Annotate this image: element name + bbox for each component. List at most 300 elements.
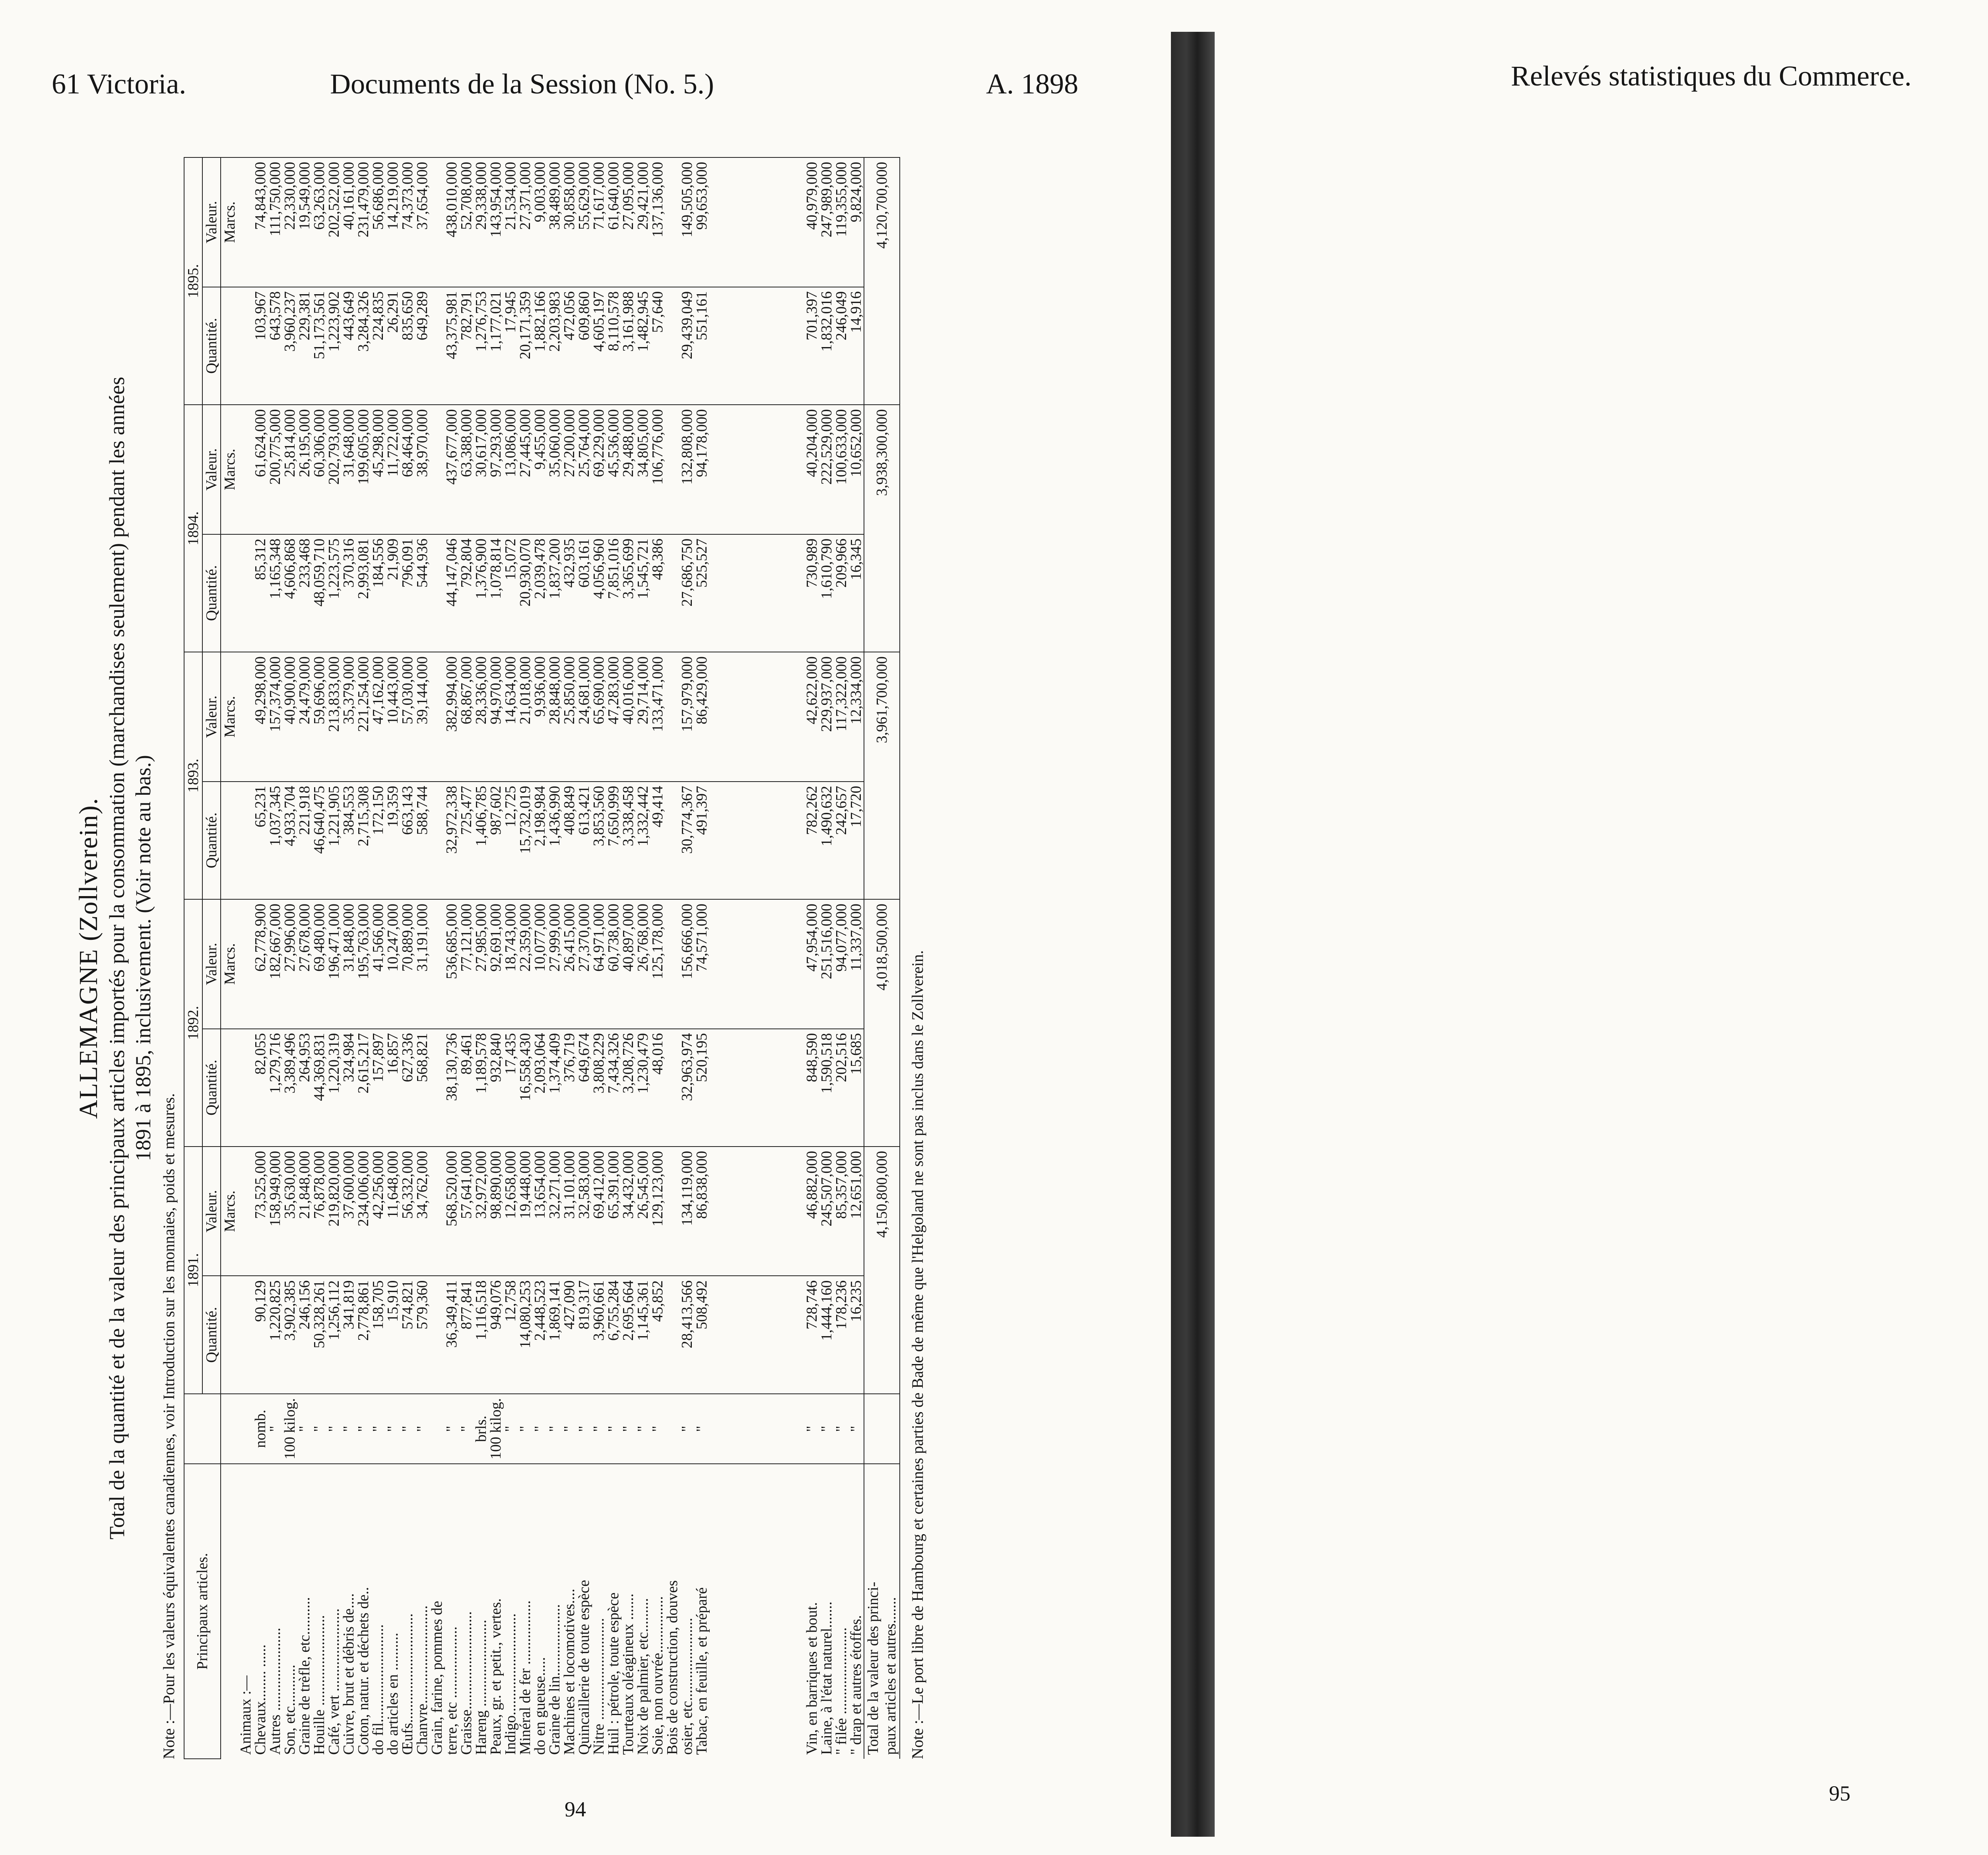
value-cell [239, 652, 253, 782]
value-cell: 32,271,000 [547, 1147, 562, 1276]
quantity-header: Quantité. [202, 1029, 221, 1147]
value-cell: 99,653,000 [695, 157, 709, 287]
article-unit: " [577, 1394, 592, 1464]
book-gutter [1171, 32, 1215, 1837]
value-cell: 133,471,000 [650, 652, 665, 782]
article-name: osier, etc...................... [680, 1464, 695, 1759]
quantity-cell: 520,195 [695, 1029, 709, 1147]
value-cell: 231,479,000 [356, 157, 371, 287]
quantity-cell [430, 287, 445, 405]
table-row [849, 157, 864, 1759]
value-cell: 62,778,900 [253, 899, 268, 1029]
quantity-cell: 20,930,070 [518, 534, 533, 652]
article-unit: brls. [474, 1394, 489, 1464]
value-cell: 12,651,000 [849, 1147, 864, 1276]
quantity-cell: 7,851,016 [606, 534, 621, 652]
value-cell [239, 405, 253, 534]
value-cell [430, 652, 445, 782]
quantity-cell [665, 1276, 680, 1393]
quantity-cell: 544,936 [415, 534, 430, 652]
table-row [562, 157, 577, 1759]
quantity-cell: 7,650,999 [606, 782, 621, 899]
quantity-cell: 229,381 [297, 287, 312, 405]
value-cell: 13,086,000 [503, 405, 518, 534]
value-header: Valeur. [202, 1147, 221, 1276]
quantity-cell: 643,578 [268, 287, 283, 405]
quantity-cell: 202,516 [834, 1029, 849, 1147]
value-cell: 77,121,000 [459, 899, 474, 1029]
article-name: Minéral de fer ................. [518, 1464, 533, 1759]
value-cell: 31,191,000 [415, 899, 430, 1029]
value-cell: 42,256,000 [371, 1147, 386, 1276]
page-number-left: 94 [565, 1797, 586, 1821]
article-unit: " [400, 1394, 415, 1464]
value-cell: 19,448,000 [518, 1147, 533, 1276]
quantity-cell: 44,369,831 [312, 1029, 327, 1147]
value-cell: 59,696,000 [312, 652, 327, 782]
value-cell: 94,178,000 [695, 405, 709, 534]
value-cell: 34,432,000 [621, 1147, 636, 1276]
value-cell: 202,522,000 [327, 157, 342, 287]
table-row [518, 157, 533, 1759]
gap-cell [709, 1029, 805, 1147]
year-1895: 1895. [184, 157, 202, 405]
year-1893: 1893. [184, 652, 202, 899]
quantity-cell: 835,650 [400, 287, 415, 405]
value-cell: 27,095,000 [621, 157, 636, 287]
quantity-cell: 57,640 [650, 287, 665, 405]
table-row [459, 157, 474, 1759]
rotated-table-block [74, 157, 1175, 1759]
value-cell: 22,359,000 [518, 899, 533, 1029]
value-cell: 47,954,000 [805, 899, 819, 1029]
value-cell: 438,010,000 [445, 157, 459, 287]
value-cell: 245,507,000 [819, 1147, 834, 1276]
quantity-cell: 472,056 [562, 287, 577, 405]
quantity-cell [430, 1029, 445, 1147]
article-name: Quincaillerie de toute espèce [577, 1464, 592, 1759]
value-cell [665, 652, 680, 782]
table-row [636, 157, 650, 1759]
quantity-cell: 157,897 [371, 1029, 386, 1147]
value-cell: 9,824,000 [849, 157, 864, 287]
quantity-cell: 1,882,166 [533, 287, 547, 405]
value-cell: 60,306,000 [312, 405, 327, 534]
header-right: Relevés statistiques du Commerce. [1511, 60, 1912, 92]
gap-cell [709, 157, 805, 287]
article-unit: " [297, 1394, 312, 1464]
units-blank [221, 1276, 239, 1393]
value-cell: 71,617,000 [592, 157, 606, 287]
value-cell: 38,970,000 [415, 405, 430, 534]
quantity-cell: 32,972,338 [445, 782, 459, 899]
units-blank [221, 782, 239, 899]
value-cell: 568,520,000 [445, 1147, 459, 1276]
quantity-cell: 574,821 [400, 1276, 415, 1393]
value-cell: 13,654,000 [533, 1147, 547, 1276]
value-cell: 10,247,000 [386, 899, 400, 1029]
quantity-cell: 609,860 [577, 287, 592, 405]
quantity-cell [239, 534, 253, 652]
table-row [695, 157, 709, 1759]
quantity-cell: 184,556 [371, 534, 386, 652]
quantity-cell: 1,078,814 [489, 534, 503, 652]
quantity-cell: 1,374,409 [547, 1029, 562, 1147]
value-cell: 29,714,000 [636, 652, 650, 782]
quantity-cell: 48,016 [650, 1029, 665, 1147]
unit-header [184, 1394, 221, 1464]
value-cell: 63,263,000 [312, 157, 327, 287]
quantity-cell: 2,448,523 [533, 1276, 547, 1393]
quantity-cell: 2,615,217 [356, 1029, 371, 1147]
value-cell: 39,144,000 [415, 652, 430, 782]
quantity-cell: 949,076 [489, 1276, 503, 1393]
quantity-cell: 15,685 [849, 1029, 864, 1147]
quantity-cell: 89,461 [459, 1029, 474, 1147]
quantity-cell: 4,933,704 [283, 782, 297, 899]
quantity-cell: 3,338,458 [621, 782, 636, 899]
article-name: Chevaux........ ...... [253, 1464, 268, 1759]
table-row [489, 157, 503, 1759]
quantity-cell: 1,145,361 [636, 1276, 650, 1393]
quantity-cell: 551,161 [695, 287, 709, 405]
table-row [577, 157, 592, 1759]
quantity-header: Quantité. [202, 287, 221, 405]
quantity-cell [239, 782, 253, 899]
table-row [239, 157, 253, 1759]
table-row [606, 157, 621, 1759]
article-name: Grain, farine, pommes de [430, 1464, 445, 1759]
quantity-cell: 1,869,141 [547, 1276, 562, 1393]
value-cell: 69,229,000 [592, 405, 606, 534]
gap-cell [709, 1276, 805, 1393]
total-label-line2: paux articles et autres....... [882, 1597, 899, 1755]
value-cell: 86,838,000 [695, 1147, 709, 1276]
value-cell: 19,549,000 [297, 157, 312, 287]
value-cell: 28,848,000 [547, 652, 562, 782]
quantity-header: Quantité. [202, 782, 221, 899]
quantity-cell: 3,208,726 [621, 1029, 636, 1147]
table-row [547, 157, 562, 1759]
quantity-cell: 246,156 [297, 1276, 312, 1393]
quantity-cell: 178,236 [834, 1276, 849, 1393]
article-name: do fil.......................... [371, 1464, 386, 1759]
total-value: 4,018,500,000 [864, 899, 900, 1147]
quantity-cell [430, 1276, 445, 1393]
value-cell: 70,889,000 [400, 899, 415, 1029]
value-cell: 35,379,000 [342, 652, 356, 782]
quantity-cell: 819,317 [577, 1276, 592, 1393]
value-cell: 26,415,000 [562, 899, 577, 1029]
value-cell: 49,298,000 [253, 652, 268, 782]
quantity-cell: 792,804 [459, 534, 474, 652]
table-row [356, 157, 371, 1759]
value-cell: 22,330,000 [283, 157, 297, 287]
article-name: Vin, en barriques et bout. [805, 1464, 819, 1759]
quantity-cell: 1,837,200 [547, 534, 562, 652]
table-row [400, 157, 415, 1759]
value-cell: 24,681,000 [577, 652, 592, 782]
quantity-cell: 15,910 [386, 1276, 400, 1393]
quantity-cell: 30,774,367 [680, 782, 695, 899]
value-cell: 132,808,000 [680, 405, 695, 534]
table-row [297, 157, 312, 1759]
page-number-right: 95 [1829, 1781, 1850, 1805]
total-row [864, 157, 900, 1759]
value-cell: 94,970,000 [489, 652, 503, 782]
value-cell: 234,006,000 [356, 1147, 371, 1276]
table-row [445, 157, 459, 1759]
value-cell: 26,768,000 [636, 899, 650, 1029]
value-cell: 41,566,000 [371, 899, 386, 1029]
quantity-cell: 20,171,359 [518, 287, 533, 405]
quantity-cell: 90,129 [253, 1276, 268, 1393]
article-name: Œufs............................. [400, 1464, 415, 1759]
value-cell: 382,994,000 [445, 652, 459, 782]
value-cell: 10,077,000 [533, 899, 547, 1029]
value-cell: 34,805,000 [636, 405, 650, 534]
value-cell: 213,833,000 [327, 652, 342, 782]
quantity-cell: 1,220,319 [327, 1029, 342, 1147]
quantity-cell: 491,397 [695, 782, 709, 899]
quantity-cell: 508,492 [695, 1276, 709, 1393]
quantity-cell: 45,852 [650, 1276, 665, 1393]
value-cell: 14,219,000 [386, 157, 400, 287]
value-cell [665, 157, 680, 287]
quantity-cell: 877,841 [459, 1276, 474, 1393]
value-cell: 92,691,000 [489, 899, 503, 1029]
value-cell: 21,018,000 [518, 652, 533, 782]
value-cell: 94,077,000 [834, 899, 849, 1029]
quantity-cell: 3,902,385 [283, 1276, 297, 1393]
quantity-cell: 3,853,560 [592, 782, 606, 899]
value-cell [430, 405, 445, 534]
quantity-cell: 649,289 [415, 287, 430, 405]
value-cell: 27,985,000 [474, 899, 489, 1029]
gap-cell [709, 534, 805, 652]
quantity-cell [665, 534, 680, 652]
quantity-cell: 28,413,566 [680, 1276, 695, 1393]
value-cell: 149,505,000 [680, 157, 695, 287]
quantity-cell: 14,080,253 [518, 1276, 533, 1393]
value-cell: 74,571,000 [695, 899, 709, 1029]
article-name: Graine de trèfle, etc.......... [297, 1464, 312, 1759]
value-cell: 117,322,000 [834, 652, 849, 782]
value-cell: 134,119,000 [680, 1147, 695, 1276]
article-name: Noix de palmier, etc......... [636, 1464, 650, 1759]
table-row [268, 157, 283, 1759]
value-cell: 68,867,000 [459, 652, 474, 782]
quantity-cell: 1,545,721 [636, 534, 650, 652]
quantity-cell: 848,590 [805, 1029, 819, 1147]
value-cell: 195,763,000 [356, 899, 371, 1029]
article-unit: " [445, 1394, 459, 1464]
quantity-cell: 1,279,716 [268, 1029, 283, 1147]
quantity-cell [665, 287, 680, 405]
quantity-cell: 50,328,261 [312, 1276, 327, 1393]
quantity-cell: 158,705 [371, 1276, 386, 1393]
quantity-cell: 3,808,229 [592, 1029, 606, 1147]
value-header: Valeur. [202, 157, 221, 287]
gap-cell [709, 405, 805, 534]
article-name: Café, vert ...................... [327, 1464, 342, 1759]
value-cell: 229,937,000 [819, 652, 834, 782]
article-unit: " [356, 1394, 371, 1464]
value-cell: 100,633,000 [834, 405, 849, 534]
value-cell: 202,793,000 [327, 405, 342, 534]
value-cell: 9,936,000 [533, 652, 547, 782]
quantity-cell [430, 534, 445, 652]
value-cell: 98,890,000 [489, 1147, 503, 1276]
value-cell: 26,545,000 [636, 1147, 650, 1276]
quantity-cell: 3,389,496 [283, 1029, 297, 1147]
quantity-cell: 17,720 [849, 782, 864, 899]
article-unit: " [518, 1394, 533, 1464]
value-cell: 27,445,000 [518, 405, 533, 534]
quantity-cell: 48,059,710 [312, 534, 327, 652]
quantity-cell: 3,161,988 [621, 287, 636, 405]
quantity-cell: 1,220,825 [268, 1276, 283, 1393]
value-cell [239, 157, 253, 287]
value-cell: 86,429,000 [695, 652, 709, 782]
value-cell [430, 1147, 445, 1276]
article-name: Indigo........................... [503, 1464, 518, 1759]
quantity-cell: 246,049 [834, 287, 849, 405]
article-name: Coton, natur. et déchets de.. [356, 1464, 371, 1759]
quantity-cell: 1,490,632 [819, 782, 834, 899]
gap-cell [709, 1147, 805, 1276]
table-row [680, 157, 695, 1759]
quantity-cell: 44,147,046 [445, 534, 459, 652]
article-unit: " [834, 1394, 849, 1464]
units-blank [221, 534, 239, 652]
quantity-cell: 2,093,064 [533, 1029, 547, 1147]
article-unit: " [805, 1394, 819, 1464]
quantity-cell: 17,435 [503, 1029, 518, 1147]
quantity-cell [665, 1029, 680, 1147]
article-unit [239, 1394, 253, 1464]
gap-cell [709, 899, 805, 1029]
value-cell: 219,820,000 [327, 1147, 342, 1276]
quantity-cell: 2,715,308 [356, 782, 371, 899]
value-header: Valeur. [202, 899, 221, 1029]
value-cell [665, 1147, 680, 1276]
value-cell: 25,764,000 [577, 405, 592, 534]
value-cell: 40,900,000 [283, 652, 297, 782]
quantity-cell: 38,130,736 [445, 1029, 459, 1147]
value-cell: 10,652,000 [849, 405, 864, 534]
value-cell: 31,101,000 [562, 1147, 577, 1276]
value-cell: 52,708,000 [459, 157, 474, 287]
value-cell: 37,600,000 [342, 1147, 356, 1276]
table-row [253, 157, 268, 1759]
quantity-cell [430, 782, 445, 899]
quantity-cell: 85,312 [253, 534, 268, 652]
quantity-cell: 1,116,518 [474, 1276, 489, 1393]
article-name: Autres ...................... [268, 1464, 283, 1759]
value-cell: 21,848,000 [297, 1147, 312, 1276]
value-cell [430, 157, 445, 287]
article-unit: 100 kilog. [283, 1394, 297, 1464]
table-row [371, 157, 386, 1759]
quantity-cell: 1,037,345 [268, 782, 283, 899]
section-gap [709, 157, 805, 1759]
value-cell: 30,617,000 [474, 405, 489, 534]
quantity-cell: 796,091 [400, 534, 415, 652]
units-label: Marcs. [221, 652, 239, 782]
value-cell: 40,161,000 [342, 157, 356, 287]
value-cell: 200,775,000 [268, 405, 283, 534]
quantity-cell: 15,732,019 [518, 782, 533, 899]
quantity-cell: 43,375,981 [445, 287, 459, 405]
quantity-cell: 6,755,284 [606, 1276, 621, 1393]
article-unit: " [606, 1394, 621, 1464]
quantity-cell: 1,223,902 [327, 287, 342, 405]
quantity-cell: 1,276,753 [474, 287, 489, 405]
quantity-cell: 264,953 [297, 1029, 312, 1147]
value-cell: 196,471,000 [327, 899, 342, 1029]
article-name: Graisse.......................... [459, 1464, 474, 1759]
quantity-cell: 4,605,197 [592, 287, 606, 405]
value-cell: 11,337,000 [849, 899, 864, 1029]
value-cell [665, 405, 680, 534]
value-cell: 21,534,000 [503, 157, 518, 287]
quantity-cell: 1,177,021 [489, 287, 503, 405]
article-name: Bois de construction, douves [665, 1464, 680, 1759]
quantity-cell: 987,602 [489, 782, 503, 899]
units-label: Marcs. [221, 899, 239, 1029]
value-cell: 27,678,000 [297, 899, 312, 1029]
gap-cell [709, 1464, 805, 1759]
article-name: do en gueuse..... [533, 1464, 547, 1759]
value-cell [239, 899, 253, 1029]
total-label-line1: Total de la valeur des princi- [865, 1581, 881, 1755]
article-name: Tourteaux oléagineux ....... [621, 1464, 636, 1759]
table-row [474, 157, 489, 1759]
value-cell: 46,882,000 [805, 1147, 819, 1276]
quantity-cell [239, 1029, 253, 1147]
value-cell: 32,972,000 [474, 1147, 489, 1276]
quantity-cell: 443,649 [342, 287, 356, 405]
units-blank [221, 1029, 239, 1147]
article-unit: 100 kilog. [489, 1394, 503, 1464]
value-cell: 12,658,000 [503, 1147, 518, 1276]
quantity-cell: 603,161 [577, 534, 592, 652]
quantity-cell: 16,235 [849, 1276, 864, 1393]
table-row [592, 157, 606, 1759]
value-cell: 55,629,000 [577, 157, 592, 287]
value-cell: 37,654,000 [415, 157, 430, 287]
value-cell: 31,848,000 [342, 899, 356, 1029]
quantity-cell: 1,590,518 [819, 1029, 834, 1147]
value-cell: 42,622,000 [805, 652, 819, 782]
value-cell: 143,954,000 [489, 157, 503, 287]
table-row [533, 157, 547, 1759]
quantity-cell: 782,262 [805, 782, 819, 899]
article-name: Tabac, en feuille, et préparé [695, 1464, 709, 1759]
quantity-cell: 613,421 [577, 782, 592, 899]
article-name: Laine, à l'état naturel....... [819, 1464, 834, 1759]
value-cell: 11,722,000 [386, 405, 400, 534]
article-unit: " [415, 1394, 430, 1464]
quantity-cell: 1,610,790 [819, 534, 834, 652]
article-unit: " [819, 1394, 834, 1464]
value-cell: 73,525,000 [253, 1147, 268, 1276]
import-table [184, 157, 900, 1759]
quantity-cell: 1,230,479 [636, 1029, 650, 1147]
value-cell: 45,536,000 [606, 405, 621, 534]
articles-header: Principaux articles. [184, 1464, 221, 1759]
